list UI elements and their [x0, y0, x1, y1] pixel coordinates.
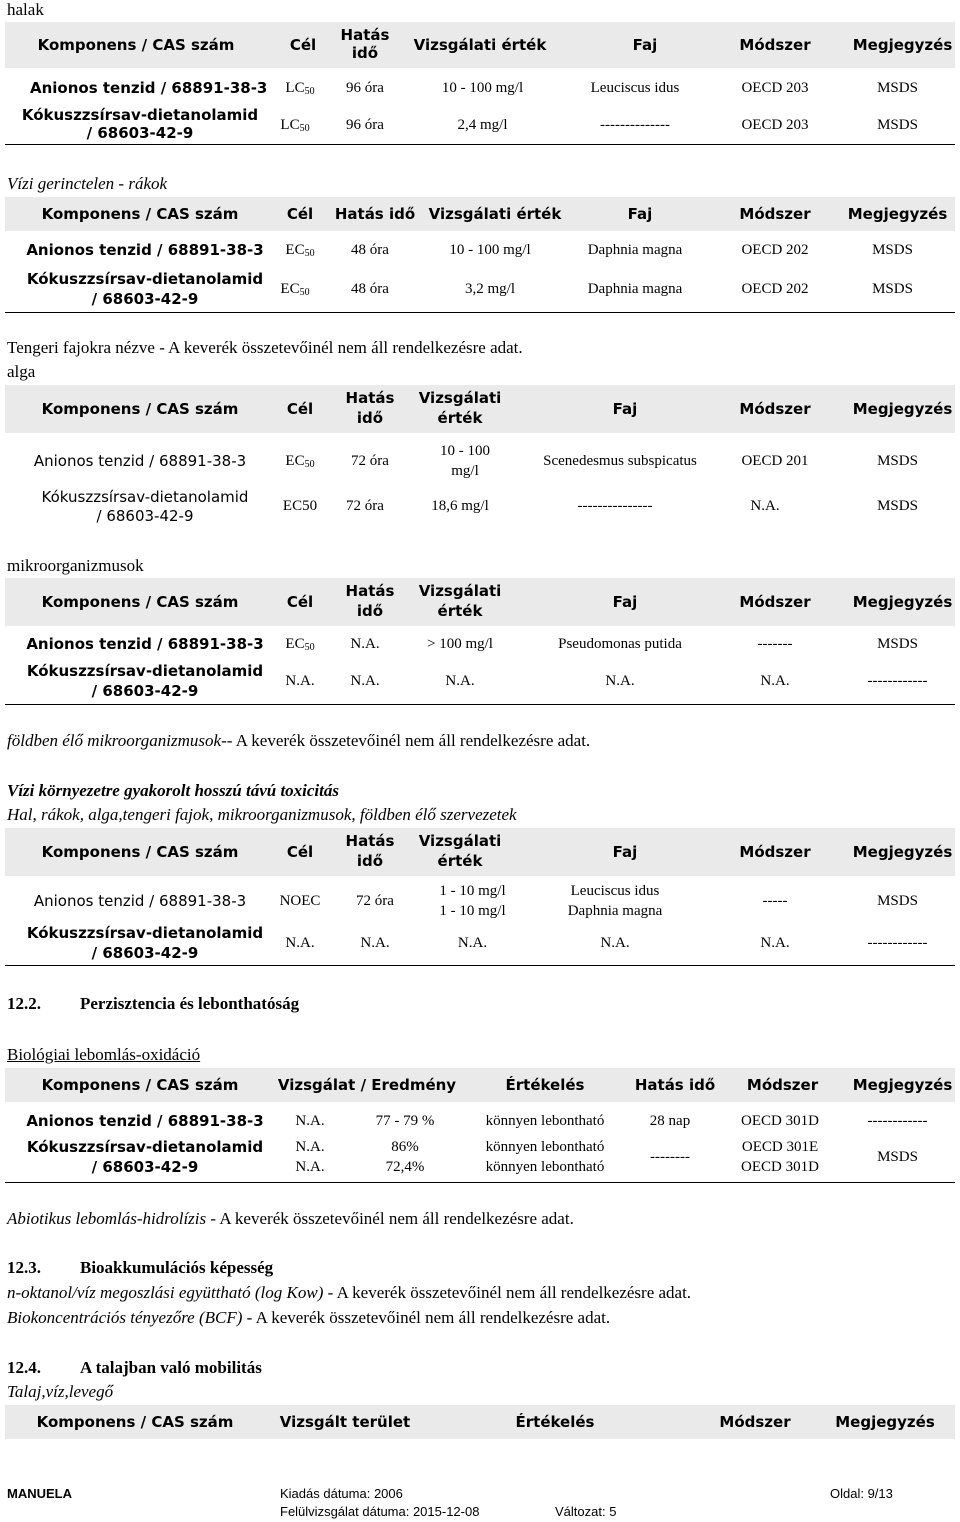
col-ertekeles: Értékelés — [515, 1413, 595, 1431]
ertekeles: könnyen lebontható — [485, 1139, 605, 1155]
col-vizsgalati: Vizsgálati — [418, 832, 502, 850]
faj: Pseudomonas putida — [558, 636, 682, 652]
col-vizsgalati-ertek: Vizsgálati érték — [428, 205, 562, 223]
megjegyzes: ------------ — [867, 935, 928, 951]
col-ertek: érték — [437, 409, 483, 427]
col-ertek: érték — [437, 852, 483, 870]
col-megjegyzes: Megjegyzés — [852, 843, 953, 861]
section-alga: alga — [7, 362, 36, 381]
col-modszer: Módszer — [719, 1413, 791, 1431]
modszer: OECD 202 — [741, 281, 809, 297]
megjegyzes: MSDS — [877, 117, 918, 133]
col-komponens: Komponens / CAS szám — [37, 36, 235, 54]
col-faj: Faj — [632, 36, 658, 54]
ertekeles: könnyen lebontható — [485, 1159, 605, 1175]
section-bio: Biológiai lebomlás-oxidáció — [7, 1045, 201, 1064]
vizsgalati-ertek: 3,2 mg/l — [464, 281, 515, 297]
divider — [5, 1182, 955, 1183]
table-header-mikro — [5, 578, 955, 626]
modszer: OECD 301D — [741, 1159, 819, 1175]
col-komponens: Komponens / CAS szám — [41, 1076, 239, 1094]
faj: Daphnia magna — [567, 903, 663, 919]
modszer: OECD 203 — [741, 117, 809, 133]
hatas-ido: 96 óra — [346, 117, 384, 133]
hatas-ido: 48 óra — [351, 281, 389, 297]
cel: N.A. — [285, 935, 315, 951]
cel: $EC_{50}$ — [285, 636, 315, 653]
component-kokusz-cas: / 68603-42-9 — [91, 290, 199, 308]
faj: Leuciscus idus — [570, 883, 660, 899]
faj: -------------- — [600, 117, 670, 133]
divider — [5, 965, 955, 966]
megjegyzes: MSDS — [877, 1149, 918, 1165]
footer-oldal: Oldal: 9/13 — [830, 1486, 893, 1501]
col-modszer: Módszer — [746, 1076, 819, 1094]
col-megjegyzes: Megjegyzés — [852, 400, 953, 418]
faj: N.A. — [600, 935, 630, 951]
megjegyzes: MSDS — [877, 453, 918, 469]
section-title-12-3: Bioakkumulációs képesség — [80, 1258, 274, 1277]
component-anionos: Anionos tenzid / 68891-38-3 — [30, 79, 268, 97]
section-hosszu-title: Vízi környezetre gyakorolt hosszú távú toxicitás — [7, 781, 339, 800]
component-kokusz-cas: / 68603-42-9 — [96, 507, 194, 525]
col-modszer: Módszer — [739, 36, 811, 54]
col-ido: idő — [356, 852, 384, 870]
vizsgalati-ertek: N.A. — [457, 935, 488, 951]
col-hatas: Hatás — [345, 389, 395, 407]
section-talaj: Talaj,víz,levegő — [7, 1382, 114, 1401]
table-header-bio — [5, 1068, 955, 1102]
col-ertekeles: Értékelés — [505, 1076, 585, 1094]
hatas-ido: N.A. — [350, 636, 380, 652]
col-megjegyzes: Megjegyzés — [835, 1413, 935, 1431]
modszer: N.A. — [760, 935, 790, 951]
vizsgalati-ertek: 10 - 100 — [440, 443, 490, 459]
section-mikro: mikroorganizmusok — [7, 556, 144, 575]
component-kokusz: Kókuszzsírsav-dietanolamid — [41, 488, 249, 506]
col-faj: Faj — [627, 205, 653, 223]
col-hatas: Hatás — [345, 832, 395, 850]
section-title-12-4: A talajban való mobilitás — [80, 1358, 262, 1377]
faj: Scenedesmus subspicatus — [543, 453, 697, 469]
component-kokusz: Kókuszzsírsav-dietanolamid — [21, 106, 259, 124]
cel: $EC_{50}$ — [280, 281, 310, 298]
table-header-halak — [5, 22, 955, 68]
cel: $LC_{50}$ — [285, 80, 315, 97]
component-anionos: Anionos tenzid / 68891-38-3 — [33, 452, 247, 470]
footer-kiadas: Kiadás dátuma: 2006 — [280, 1486, 403, 1501]
vizsgalat: N.A. — [295, 1113, 325, 1129]
hatas-ido: 72 óra — [351, 453, 389, 469]
col-modszer: Módszer — [739, 593, 811, 611]
section-num-12-4: 12.4. — [7, 1358, 41, 1377]
faj: Leuciscus idus — [590, 80, 680, 96]
modszer: OECD 201 — [741, 453, 809, 469]
col-vizsgalati-ertek: Vizsgálati érték — [413, 36, 547, 54]
component-kokusz-cas: / 68603-42-9 — [91, 1158, 199, 1176]
megjegyzes: MSDS — [872, 242, 913, 258]
megjegyzes: ------------ — [867, 673, 928, 689]
col-ido: idő — [351, 44, 379, 62]
vizsgalati-ertek: 10 - 100 mg/l — [441, 80, 524, 96]
vizsgalati-ertek: 10 - 100 mg/l — [449, 242, 531, 258]
cel: $EC_{50}$ — [285, 242, 315, 259]
component-anionos: Anionos tenzid / 68891-38-3 — [26, 1112, 264, 1130]
col-cel: Cél — [289, 36, 317, 54]
col-faj: Faj — [612, 843, 638, 861]
col-komponens: Komponens / CAS szám — [41, 593, 239, 611]
col-megjegyzes: Megjegyzés — [852, 36, 953, 54]
eredmeny: 72,4% — [385, 1159, 425, 1175]
hatas-ido: 48 óra — [351, 242, 389, 258]
vizsgalat: N.A. — [295, 1139, 325, 1155]
modszer: OECD 301D — [741, 1113, 819, 1129]
table-header-rakok — [5, 197, 955, 231]
component-kokusz-cas: / 68603-42-9 — [91, 682, 199, 700]
faj: Daphnia magna — [587, 242, 683, 258]
hatas-ido: N.A. — [360, 935, 390, 951]
vizsgalati-ertek: N.A. — [445, 673, 475, 689]
col-hatas: Hatás — [345, 582, 395, 600]
cel: N.A. — [285, 673, 315, 689]
hatas-ido: -------- — [650, 1149, 690, 1165]
eredmeny: 86% — [391, 1139, 419, 1155]
component-anionos: Anionos tenzid / 68891-38-3 — [33, 892, 247, 910]
col-vizsgalati: Vizsgálati — [418, 582, 502, 600]
col-komponens: Komponens / CAS szám — [41, 205, 239, 223]
megjegyzes: MSDS — [872, 281, 913, 297]
hatas-ido: 28 nap — [649, 1113, 691, 1129]
eredmeny: 77 - 79 % — [375, 1113, 435, 1129]
col-cel: Cél — [286, 593, 314, 611]
component-kokusz-cas: / 68603-42-9 — [86, 124, 194, 142]
col-hatas-ido: Hatás idő — [634, 1076, 716, 1094]
col-ido: idő — [356, 602, 384, 620]
modszer: ------- — [757, 636, 793, 652]
col-komponens: Komponens / CAS szám — [41, 400, 239, 418]
modszer: N.A. — [760, 673, 790, 689]
section-num-12-2: 12.2. — [7, 994, 41, 1013]
component-kokusz: Kókuszzsírsav-dietanolamid — [26, 662, 264, 680]
hatas-ido: N.A. — [350, 673, 380, 689]
col-megjegyzes: Megjegyzés — [852, 1076, 953, 1094]
col-ido: idő — [356, 409, 384, 427]
component-anionos: Anionos tenzid / 68891-38-3 — [26, 635, 264, 653]
faj: --------------- — [577, 498, 653, 514]
table-header-talaj — [5, 1405, 955, 1439]
col-faj: Faj — [612, 593, 638, 611]
component-kokusz: Kókuszzsírsav-dietanolamid — [26, 924, 264, 942]
col-komponens: Komponens / CAS szám — [41, 843, 239, 861]
vizsgalat: N.A. — [295, 1159, 325, 1175]
hatas-ido: 96 óra — [346, 80, 384, 96]
section-noktanol: n-oktanol/víz megoszlási együttható (log Kow) - A keverék összetevőinél nem áll rendelkezésre adat. — [7, 1283, 692, 1302]
col-cel: Cél — [286, 205, 314, 223]
modszer: ----- — [762, 893, 788, 909]
section-hosszu-sub: Hal, rákok, alga,tengeri fajok, mikroorganizmusok, földben élő szervezetek — [7, 805, 517, 824]
divider — [5, 312, 955, 313]
megjegyzes: MSDS — [877, 80, 918, 96]
col-hatas: Hatás — [340, 26, 390, 44]
cel: $LC_{50}$ — [280, 117, 310, 134]
cel: $EC_{50}$ — [285, 453, 315, 470]
col-modszer: Módszer — [739, 843, 811, 861]
footer-brand: MANUELA — [7, 1486, 72, 1501]
component-kokusz: Kókuszzsírsav-dietanolamid — [26, 270, 264, 288]
section-abio: Abiotikus lebomlás-hidrolízis - A keverék összetevőinél nem áll rendelkezésre adat. — [7, 1209, 574, 1228]
section-tengeri: Tengeri fajokra nézve - A keverék összetevőinél nem áll rendelkezésre adat. — [7, 338, 523, 357]
section-title-12-2: Perzisztencia és lebonthatóság — [80, 994, 300, 1013]
footer-felulvizsgalat: Felülvizsgálat dátuma: 2015-12-08 — [280, 1504, 480, 1519]
section-foldben: földben élő mikroorganizmusok-- A keverék összetevőinél nem áll rendelkezésre adat. — [7, 731, 591, 750]
component-kokusz-cas: / 68603-42-9 — [91, 944, 199, 962]
footer-valtozat: Változat: 5 — [555, 1504, 617, 1519]
hatas-ido: 72 óra — [346, 498, 384, 514]
faj: N.A. — [605, 673, 635, 689]
col-komponens: Komponens / CAS szám — [36, 1413, 234, 1431]
col-vizsgalat-eredmeny: Vizsgálat / Eredmény — [277, 1076, 457, 1094]
hatas-ido: 72 óra — [356, 893, 394, 909]
col-megjegyzes: Megjegyzés — [852, 593, 953, 611]
modszer: N.A. — [750, 498, 780, 514]
vizsgalati-ertek: > 100 mg/l — [427, 636, 493, 652]
vizsgalati-ertek: 1 - 10 mg/l — [439, 903, 506, 919]
modszer: OECD 203 — [741, 80, 809, 96]
modszer: OECD 301E — [741, 1139, 819, 1155]
component-anionos: Anionos tenzid / 68891-38-3 — [26, 241, 264, 259]
section-num-12-3: 12.3. — [7, 1258, 41, 1277]
divider — [5, 704, 955, 705]
divider — [5, 144, 955, 145]
megjegyzes: MSDS — [877, 498, 918, 514]
cel: EC50 — [282, 498, 318, 514]
megjegyzes: ------------ — [867, 1113, 928, 1129]
section-bcf: Biokoncentrációs tényezőre (BCF) - A keverék összetevőinél nem áll rendelkezésre adat. — [7, 1308, 611, 1327]
col-faj: Faj — [612, 400, 638, 418]
ertekeles: könnyen lebontható — [485, 1113, 605, 1129]
component-kokusz: Kókuszzsírsav-dietanolamid — [26, 1138, 264, 1156]
cel: NOEC — [279, 893, 321, 909]
col-vizsgalt-terulet: Vizsgált terület — [279, 1413, 411, 1431]
vizsgalati-ertek: 1 - 10 mg/l — [439, 883, 506, 899]
section-halak: halak — [7, 0, 44, 19]
col-ertek: érték — [437, 602, 483, 620]
col-hatas-ido: Hatás idő — [334, 205, 416, 223]
megjegyzes: MSDS — [877, 636, 918, 652]
table-header-hosszu — [5, 828, 955, 876]
col-modszer: Módszer — [739, 400, 811, 418]
megjegyzes: MSDS — [877, 893, 918, 909]
vizsgalati-ertek: 2,4 mg/l — [457, 117, 508, 133]
faj: Daphnia magna — [587, 281, 683, 297]
col-modszer: Módszer — [739, 205, 811, 223]
col-cel: Cél — [286, 400, 314, 418]
table-header-alga — [5, 385, 955, 433]
col-cel: Cél — [286, 843, 314, 861]
vizsgalati-ertek: 18,6 mg/l — [431, 498, 489, 514]
modszer: OECD 202 — [741, 242, 809, 258]
vizsgalati-ertek-unit: mg/l — [451, 463, 479, 479]
col-vizsgalati: Vizsgálati — [418, 389, 502, 407]
section-rakok: Vízi gerinctelen - rákok — [7, 174, 168, 193]
col-megjegyzes: Megjegyzés — [847, 205, 948, 223]
